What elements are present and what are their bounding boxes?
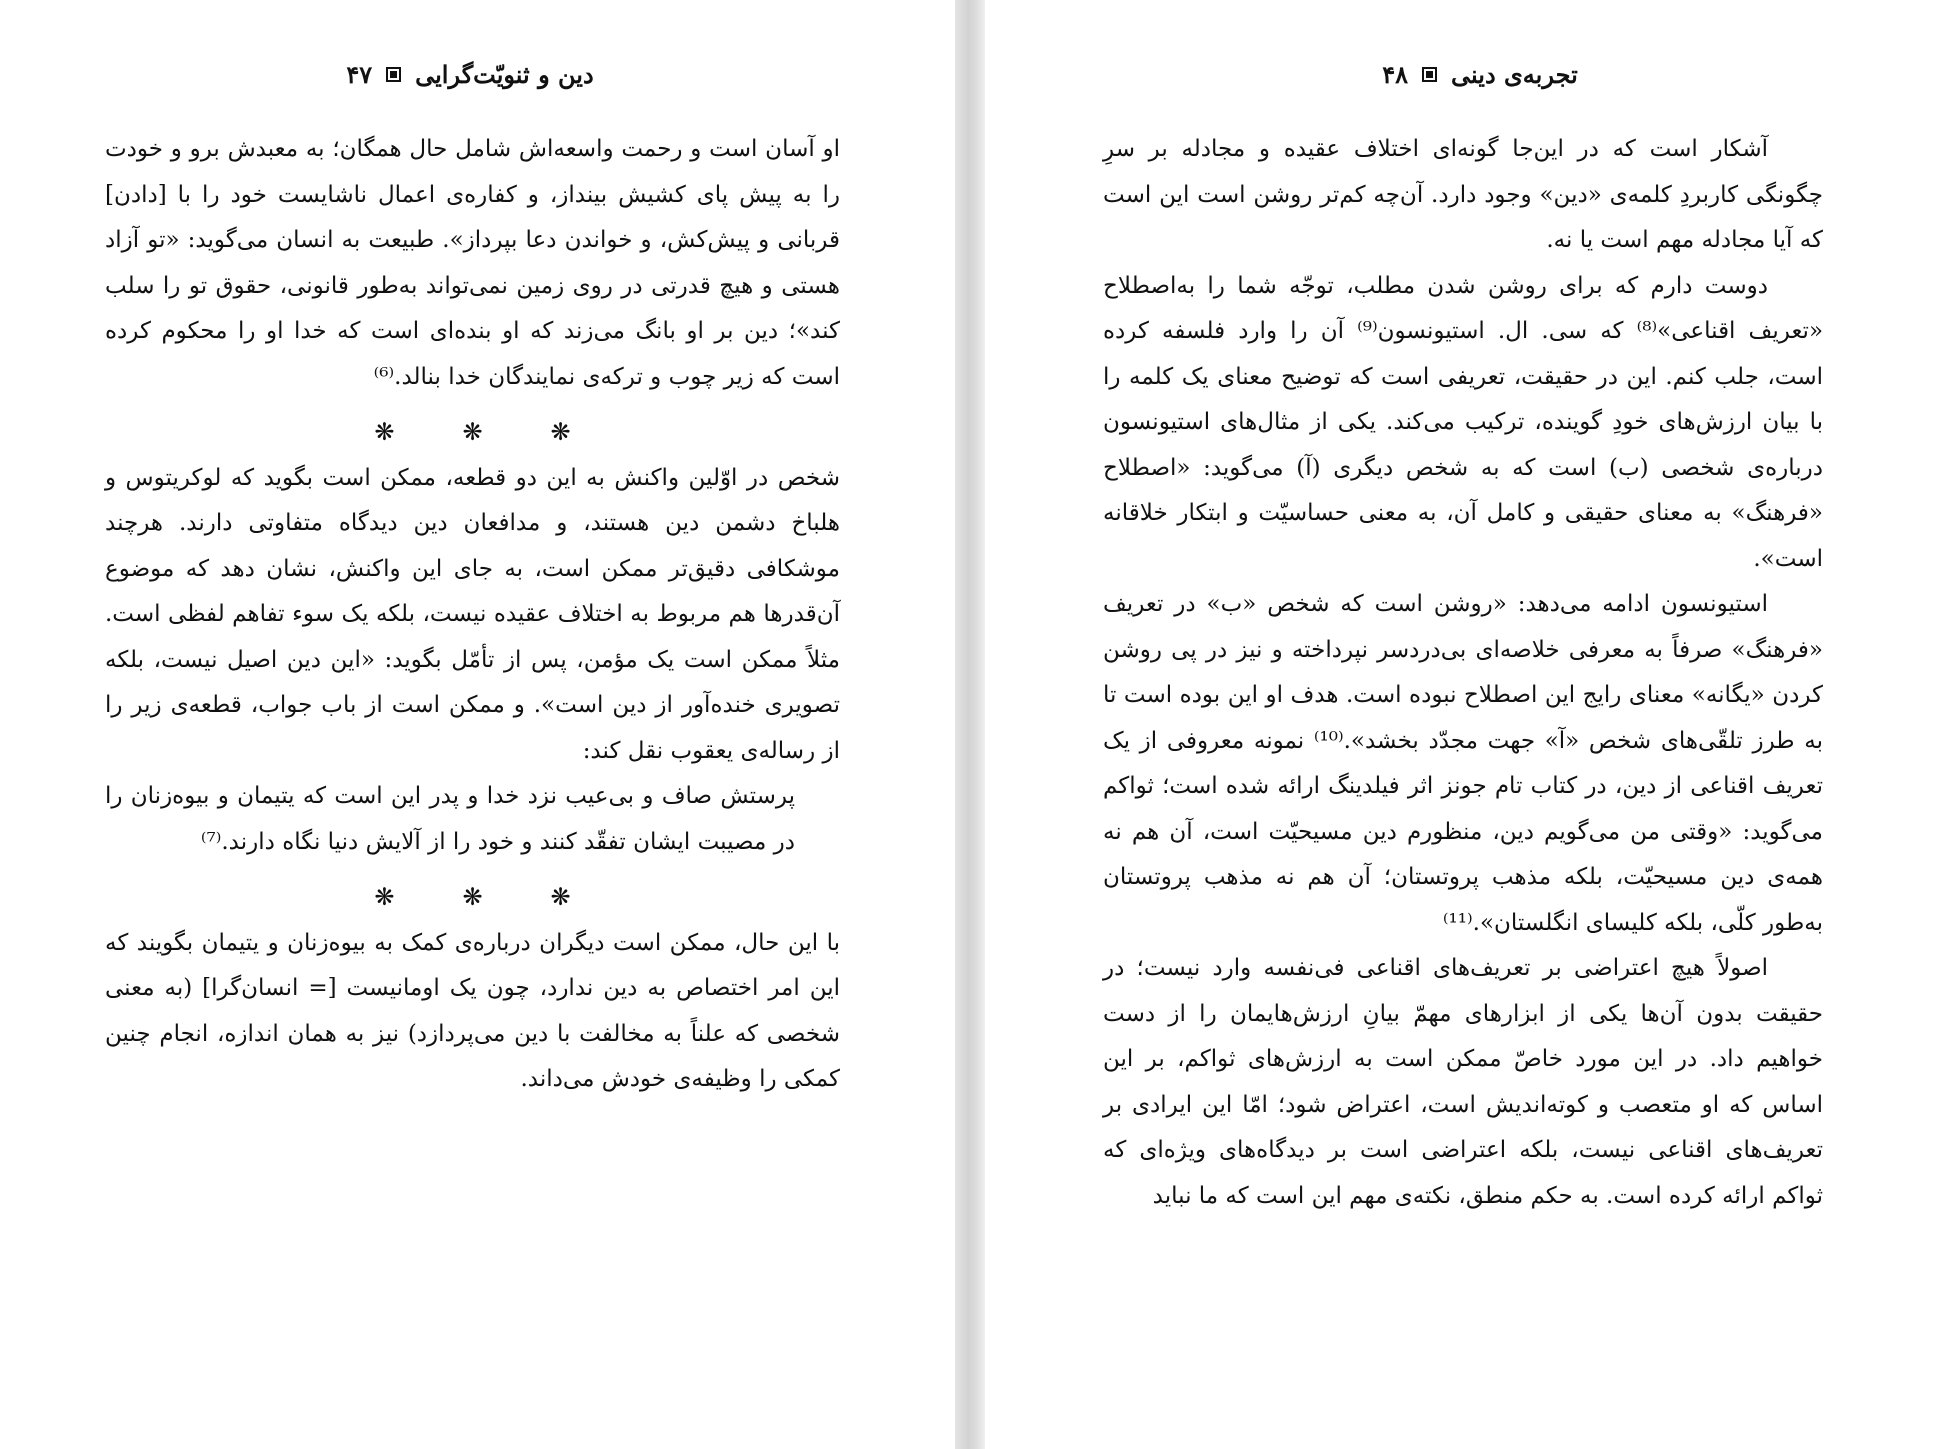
separator-star-icon: ❋	[462, 883, 483, 911]
book-gutter	[955, 0, 985, 1449]
left-page-number: ۴۷	[346, 59, 373, 89]
left-paragraph-1: او آسان است و رحمت واسعه‌اش شامل حال همگان؛ به معبدش برو و خودت را به پیش پای کشیش بینداز، و کفاره‌ی اعمال ناشایست خود را با [دادن] قربانی و پیش‌کش، و خواندن دعا بپرداز». طبیعت به انسان می‌گوید: «تو آزاد هستی و هیچ قدرتی در روی زمین نمی‌تواند به‌طور قانونی، حقوق تو را سلب کند»؛ دین بر او بانگ می‌زند که او بنده‌ای است که خدا او را محکوم کرده است که زیر چوب و ترکه‌ی نمایندگان خدا بنالد.⁽⁶⁾	[105, 136, 840, 390]
left-page-body	[105, 127, 840, 1103]
separator-star-icon: ❋	[374, 418, 395, 446]
right-page-header	[1365, 54, 1595, 94]
right-page	[985, 0, 1945, 1449]
right-page-title: تجربه‌ی دینی	[1451, 59, 1578, 89]
left-page-header	[320, 54, 620, 94]
right-paragraph-4: اصولاً هیچ اعتراضی بر تعریف‌های اقناعی فی‌نفسه وارد نیست؛ در حقیقت بدون آن‌ها یکی از ابزارهای مهمّ بیانِ ارزش‌هایمان را از دست خواهیم داد. در این مورد خاصّ ممکن است به ارزش‌های ثواکم، بر این اساس که او متعصب و کوته‌اندیش است، اعتراض شود؛ امّا این ایرادی بر تعریف‌های اقناعی نیست، بلکه اعتراضی است بر دیدگاه‌های ویژه‌ای که ثواکم ارائه کرده است. به حکم منطق، نکته‌ی مهم این است که ما نباید	[1103, 955, 1823, 1209]
left-quote-paragraph: پرستش صاف و بی‌عیب نزد خدا و پدر این است که یتیمان و بیوه‌زنان را در مصیبت ایشان تفقّد کنند و خود را از آلایش دنیا نگاه دارند.⁽⁷⁾	[105, 783, 795, 855]
separator-star-icon: ❋	[550, 883, 571, 911]
separator-star-icon: ❋	[374, 883, 395, 911]
right-paragraph-2: دوست دارم که برای روشن شدن مطلب، توجّه شما را به‌اصطلاح «تعریف اقناعی»⁽⁸⁾ که سی. ال. استیونسون⁽⁹⁾ آن را وارد فلسفه کرده است، جلب کنم. این در حقیقت، تعریفی است که توضیح معنای یک کلمه را با بیان ارزش‌های خودِ گوینده، ترکیب می‌کند. یکی از مثال‌های استیونسون درباره‌ی شخصی (ب) است که به شخص دیگری (آ) می‌گوید: «اصطلاح «فرهنگ» به معنای حقیقی و کامل آن، به معنی حساسیّت و ابتکار خلاقانه است».	[1103, 272, 1824, 572]
left-page-title: دین و ثنویّت‌گرایی	[415, 59, 594, 89]
right-paragraph-3: استیونسون ادامه می‌دهد: «روشن است که شخص «ب» در تعریف «فرهنگ» صرفاً به معرفی خلاصه‌ای بی‌دردسر نپرداخته و نیز در پی روشن کردن «یگانه» معنای رایج این اصطلاح نبوده است. هدف او این بوده است تا به طرز تلقّی‌های شخص «آ» جهت مجدّد بخشد».⁽¹⁰⁾ نمونه معروفی از یک تعریف اقناعی از دین، در کتاب تام جونز اثر فیلدینگ ارائه شده است؛ ثواکم می‌گوید: «وقتی من می‌گویم دین، منظورم دین مسیحیّت است، آن هم نه همه‌ی دین مسیحیّت، بلکه مذهب پروتستان؛ آن هم نه مذهب پروتستان به‌طور کلّی، بلکه کلیسای انگلستان».⁽¹¹⁾	[1103, 591, 1823, 936]
header-square-icon	[1422, 67, 1437, 82]
left-page	[0, 0, 955, 1449]
right-paragraph-1: آشکار است که در این‌جا گونه‌ای اختلاف عقیده و مجادله بر سرِ چگونگی کاربردِ کلمه‌ی «دین» وجود دارد. آن‌چه کم‌تر روشن است این است که آیا مجادله مهم است یا نه.	[1103, 136, 1823, 253]
right-page-body	[1103, 127, 1823, 1219]
left-paragraph-3: با این حال، ممکن است دیگران درباره‌ی کمک به بیوه‌زنان و یتیمان بگویند که این امر اختصاص به دین ندارد، چون یک اومانیست [= انسان‌گرا] (به معنی شخصی که علناً به مخالفت با دین می‌پردازد) نیز به همان اندازه، انجام چنین کمکی را وظیفه‌ی خودش می‌داند.	[105, 929, 840, 1092]
left-paragraph-2: شخص در اوّلین واکنش به این دو قطعه، ممکن است بگوید که لوکریتوس و هلباخ دشمن دین هستند، و مدافعان دین دیدگاه متفاوتی دارند. هرچند موشکافی دقیق‌تر ممکن است، به جای این واکنش، نشان دهد که موضوع آن‌قدرها هم مربوط به اختلاف عقیده نیست، بلکه یک سوء تفاهم لفظی است. مثلاً ممکن است یک مؤمن، پس از تأمّل بگوید: «این دین اصیل نیست، بلکه تصویری خنده‌آور از دین است». و ممکن است از باب جواب، قطعه‌ی زیر را از رساله‌ی یعقوب نقل کند:	[105, 464, 840, 764]
separator-star-icon: ❋	[462, 418, 483, 446]
separator-star-icon: ❋	[550, 418, 571, 446]
section-separator	[105, 410, 840, 456]
header-square-icon	[386, 67, 401, 82]
right-page-number: ۴۸	[1382, 59, 1409, 89]
section-separator	[105, 875, 840, 921]
